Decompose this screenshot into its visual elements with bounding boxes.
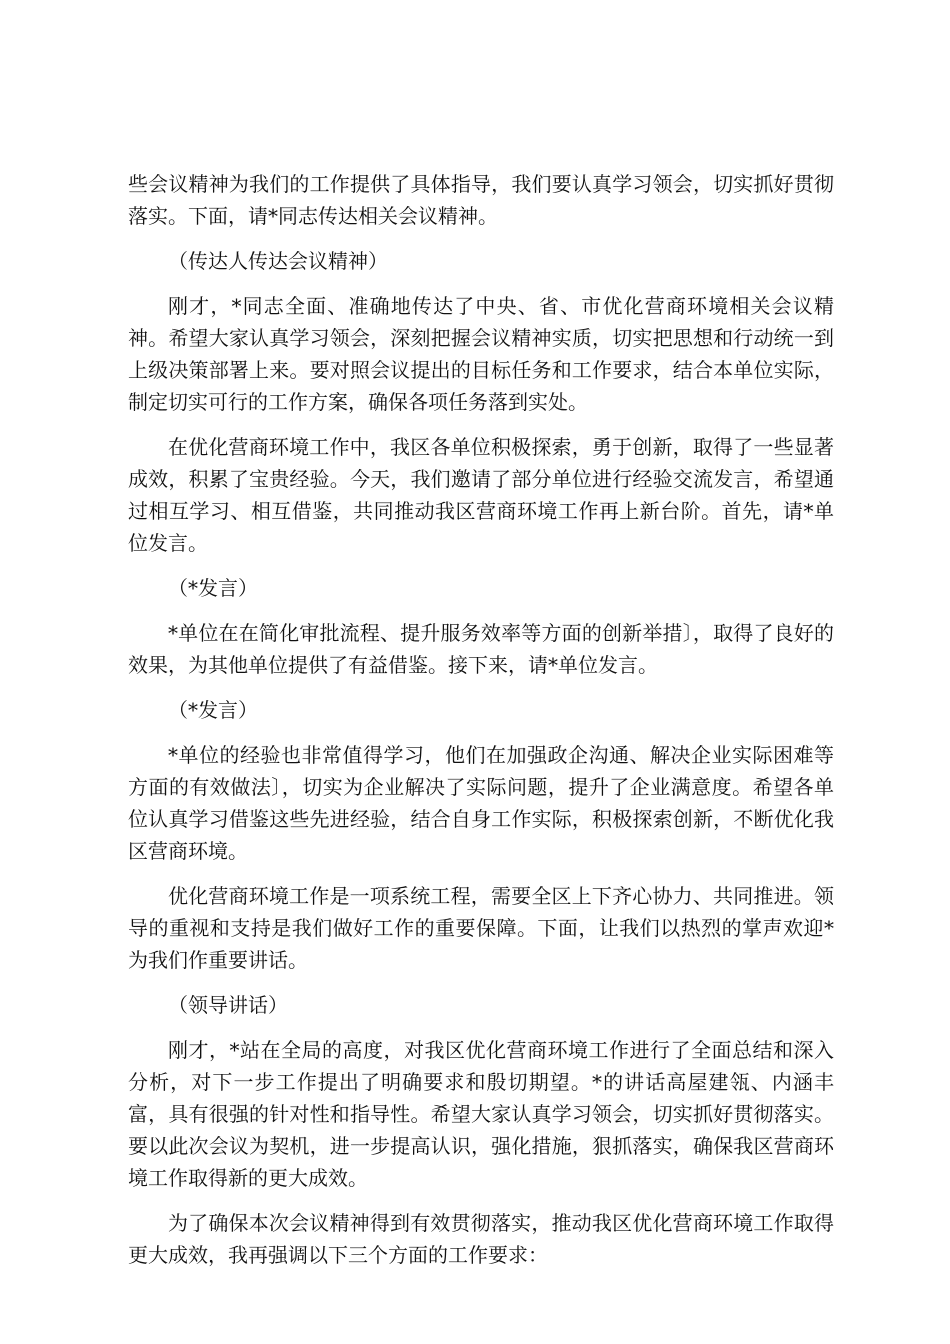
paragraph: 些会议精神为我们的工作提供了具体指导，我们要认真学习领会，切实抓好贯彻落实。下面，请*同志传达相关会议精神。 [128,172,834,228]
paragraph: 刚才，*站在全局的高度，对我区优化营商环境工作进行了全面总结和深入分析，对下一步工作提出了明确要求和殷切期望。*的讲话高屋建瓴、内涵丰富，具有很强的针对性和指导性。希望大家认真学习领会，切实抓好贯彻落实。要以此次会议为契机，进一步提高认识，强化措施，狠抓落实，确保我区营商环境工作取得新的更大成效。 [128,1038,834,1190]
stage-direction: （传达人传达会议精神） [168,249,388,273]
paragraph: 为了确保本次会议精神得到有效贯彻落实，推动我区优化营商环境工作取得更大成效，我再强调以下三个方面的工作要求： [128,1211,834,1267]
document-body [128,168,834,1284]
paragraph: *单位在在简化审批流程、提升服务效率等方面的创新举措〕，取得了良好的效果，为其他单位提供了有益借鉴。接下来，请*单位发言。 [128,621,834,677]
paragraph: 刚才，*同志全面、准确地传达了中央、省、市优化营商环境相关会议精神。希望大家认真学习领会，深刻把握会议精神实质，切实把思想和行动统一到上级决策部署上来。要对照会议提出的目标任务和工作要求，结合本单位实际，制定切实可行的工作方案，确保各项任务落到实处。 [128,294,834,414]
paragraph: 在优化营商环境工作中，我区各单位积极探索，勇于创新，取得了一些显著成效，积累了宝贵经验。今天，我们邀请了部分单位进行经验交流发言，希望通过相互学习、相互借鉴，共同推动我区营商环境工作再上新台阶。首先，请*单位发言。 [128,435,834,555]
stage-direction: （领导讲话） [168,993,288,1017]
paragraph: 优化营商环境工作是一项系统工程，需要全区上下齐心协力、共同推进。领导的重视和支持是我们做好工作的重要保障。下面，让我们以热烈的掌声欢迎*为我们作重要讲话。 [128,884,834,972]
stage-direction: （*发言） [168,576,258,600]
stage-direction: （*发言） [168,698,258,722]
paragraph: *单位的经验也非常值得学习，他们在加强政企沟通、解决企业实际困难等方面的有效做法〕，切实为企业解决了实际问题，提升了企业满意度。希望各单位认真学习借鉴这些先进经验，结合自身工作实际，积极探索创新，不断优化我区营商环境。 [128,743,834,863]
